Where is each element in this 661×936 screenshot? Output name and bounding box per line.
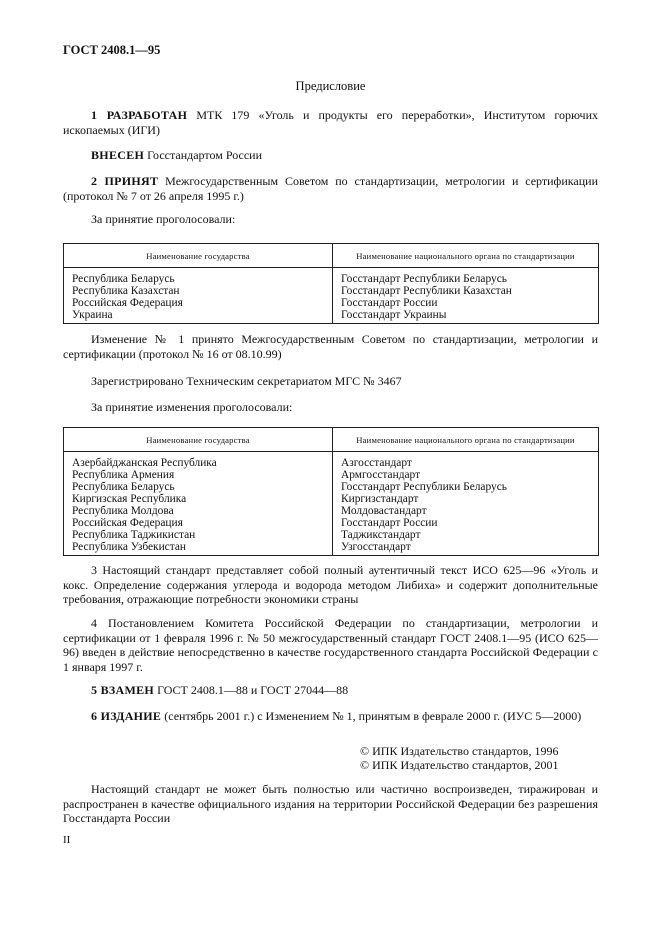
table-cell-body: Госстандарт России — [333, 517, 599, 529]
table-row — [64, 297, 599, 309]
table-row — [64, 493, 599, 505]
table-cell-state: Азербайджанская Республика — [72, 457, 217, 469]
table-cell-state: Российская Федерация — [72, 517, 183, 529]
notice-paragraph: Настоящий стандарт не может быть полностью или частично воспроизведен, тиражирован и распространен в качестве официального издания на территории Российской Федерации без разрешения Госстандарта России — [63, 782, 598, 825]
item-1-text: МТК 179 «Уголь и продукты его переработки», Институтом горючих ископаемых (ИГИ) — [63, 108, 599, 137]
table-cell-body: Армгосстандарт — [333, 469, 599, 481]
item-2-text: Межгосударственным Советом по стандартизации, метрологии и сертификации (протокол № 7 от 26 апреля 1995 г.) — [63, 174, 598, 203]
amendment-paragraph: Изменение № 1 принято Межгосударственным Советом по стандартизации, метрологии и сертификации (протокол № 16 от 08.10.99) — [63, 332, 598, 361]
table-row — [64, 529, 599, 541]
item-2-label: 2 ПРИНЯТ — [91, 174, 159, 188]
registered-text: Зарегистрировано Техническим секретариатом МГС № 3467 — [91, 374, 402, 388]
table-cell-state: Киргизская Республика — [72, 493, 187, 505]
table-row — [64, 469, 599, 481]
table-row — [64, 309, 599, 324]
table-cell-state: Республика Узбекистан — [72, 541, 186, 553]
item-4-text — [63, 616, 598, 674]
page-number: II — [63, 834, 71, 846]
item-4-paragraph: 4 Постановлением Комитета Российской Федерации по стандартизации, метрологии и сертификации от 1 февраля 1996 г. № 50 межгосударственный стандарт ГОСТ 2408.1—95 (ИСО 625—96) введен в действие непосредственно в качестве государственного стандарта Российской Федерации с 1 января 1997 г. — [63, 616, 598, 674]
table-cell-body: Госстандарт России — [333, 297, 599, 309]
item-5-label: 5 ВЗАМЕН — [91, 683, 155, 697]
amendment-text — [63, 332, 598, 361]
copyright-line: © ИПК Издательство стандартов, 1996 — [360, 744, 559, 758]
table-row — [64, 541, 599, 556]
table-row — [64, 285, 599, 297]
item-6-label: 6 ИЗДАНИЕ — [91, 709, 162, 723]
table-cell-body: Молдовастандарт — [333, 505, 599, 517]
table-cell-body: Киргизстандарт — [333, 493, 599, 505]
table-cell-body: Госстандарт Республики Казахстан — [333, 285, 599, 297]
table-row — [64, 481, 599, 493]
voting-table-2 — [63, 427, 599, 556]
table-cell-body: Госстандарт Республики Беларусь — [333, 481, 599, 493]
item-3-text — [63, 563, 598, 607]
table-cell-state: Республика Беларусь — [72, 481, 175, 493]
table-2-header-state: Наименование государства — [64, 428, 333, 452]
table-cell-state: Украина — [72, 309, 113, 321]
table-cell-state: Республика Беларусь — [72, 273, 175, 285]
item-6-edition — [63, 709, 598, 724]
table-cell-body: Таджикстандарт — [333, 529, 599, 541]
preface-title: Предисловие — [295, 79, 366, 93]
table-cell-body: Азгосстандарт — [333, 452, 599, 470]
table-1-header-body: Наименование национального органа по стандартизации — [333, 244, 599, 268]
reproduction-notice — [63, 782, 598, 826]
table-cell-state: Республика Армения — [72, 469, 175, 481]
item-5-text: ГОСТ 2408.1—88 и ГОСТ 27044—88 — [154, 683, 349, 697]
table-1-header-state: Наименование государства — [64, 244, 333, 268]
voted-label: За принятие проголосовали: — [91, 212, 236, 226]
item-1-developed — [63, 108, 598, 137]
item-6-text: (сентябрь 2001 г.) с Изменением № 1, принятым в феврале 2000 г. (ИУС 5—2000) — [161, 709, 582, 723]
item-3-paragraph: 3 Настоящий стандарт представляет собой полный аутентичный текст ИСО 625—96 «Уголь и кокс. Определение содержания углерода и водорода методом Либиха» и содержит дополнительные требования, отражающие потребности экономики страны — [63, 563, 598, 606]
item-1-label: 1 РАЗРАБОТАН — [91, 108, 188, 122]
introduced-text: Госстандартом России — [144, 148, 263, 162]
introduced-by — [63, 148, 598, 163]
table-cell-body: Госстандарт Республики Беларусь — [333, 268, 599, 286]
table-cell-state: Республика Молдова — [72, 505, 174, 517]
table-row — [64, 268, 599, 286]
table-row — [64, 517, 599, 529]
table-row — [64, 452, 599, 470]
copyright-block — [360, 745, 558, 772]
item-2-adopted — [63, 174, 598, 203]
amendment-voted-label: За принятие изменения проголосовали: — [91, 400, 293, 414]
table-cell-body: Узгосстандарт — [333, 541, 599, 556]
table-cell-state: Республика Казахстан — [72, 285, 180, 297]
table-cell-state: Российская Федерация — [72, 297, 183, 309]
table-row — [64, 505, 599, 517]
voting-table-1 — [63, 243, 599, 324]
item-5-replaces — [63, 683, 598, 698]
standard-code: ГОСТ 2408.1—95 — [63, 43, 161, 57]
table-2-header-body: Наименование национального органа по стандартизации — [333, 428, 599, 452]
introduced-label: ВНЕСЕН — [91, 148, 145, 162]
table-cell-body: Госстандарт Украины — [333, 309, 599, 324]
copyright-line: © ИПК Издательство стандартов, 2001 — [360, 757, 559, 772]
table-cell-state: Республика Таджикистан — [72, 529, 196, 541]
